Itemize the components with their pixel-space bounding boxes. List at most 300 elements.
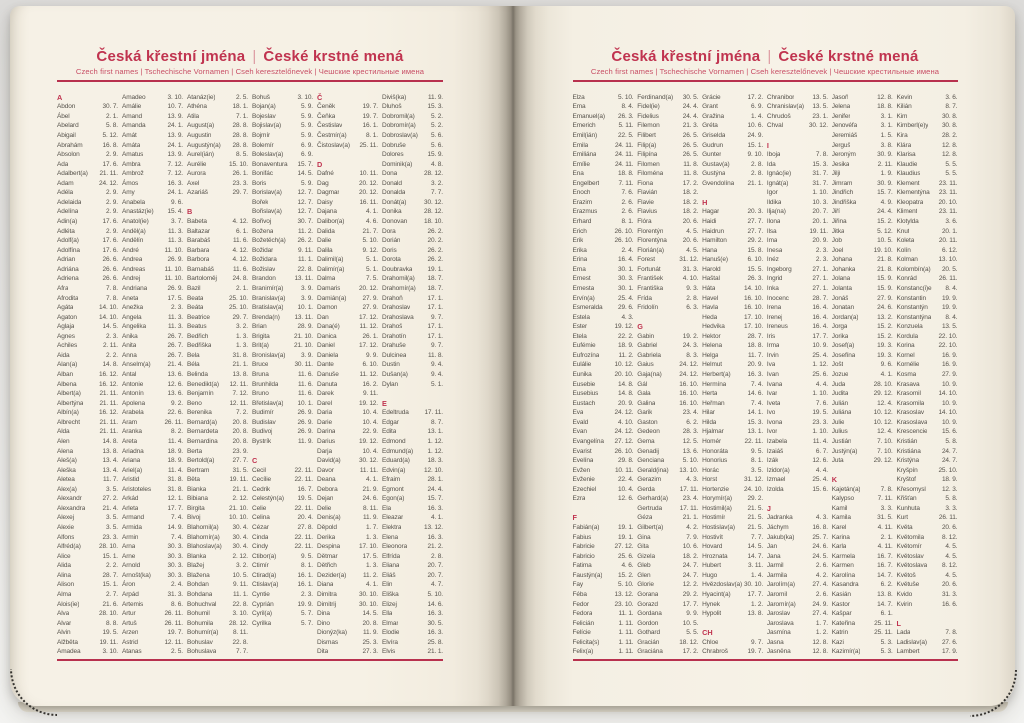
- name-entry: [187, 418, 248, 428]
- given-name: Derika: [317, 533, 336, 541]
- name-entry: [702, 466, 763, 476]
- given-name: Alan(a): [57, 361, 78, 369]
- given-name: Kristiána: [896, 447, 921, 455]
- given-name: Belinda: [187, 371, 208, 378]
- page-subtitle: Czech first names | Tschechische Vornamen | Cseh keresztelőnevek | Чешские крестильные имена: [75, 67, 425, 76]
- given-name: Arne: [122, 552, 136, 560]
- given-name: Bolemír: [252, 141, 274, 149]
- name-entry: [896, 351, 957, 361]
- name-entry: [382, 102, 443, 112]
- name-day-date: 26. 10.: [614, 447, 634, 455]
- name-entry: [187, 360, 248, 370]
- name-day-date: 20. 8.: [362, 619, 378, 627]
- name-entry: [317, 294, 378, 304]
- given-name: Aristoteles: [122, 485, 152, 493]
- name-day-date: 6. 9.: [300, 151, 313, 159]
- given-name: Féba: [572, 590, 587, 598]
- name-entry: [187, 561, 248, 571]
- given-name: Filoména: [637, 170, 664, 178]
- given-name: Darek: [317, 390, 334, 398]
- given-name: Adam: [57, 179, 74, 187]
- name-day-date: 12. 7.: [297, 189, 313, 197]
- given-name: Anika: [122, 332, 138, 340]
- name-entry: [317, 360, 378, 370]
- name-day-date: 4. 1.: [365, 208, 378, 216]
- name-day-date: 5. 9.: [300, 122, 313, 130]
- given-name: Alda: [57, 428, 70, 436]
- name-entry: [702, 227, 763, 237]
- name-day-date: 10. 1.: [297, 304, 313, 312]
- name-day-date: 30. 12.: [423, 198, 443, 206]
- name-entry: [187, 102, 248, 112]
- name-day-date: 2. 1.: [235, 284, 248, 292]
- name-entry: [317, 284, 378, 294]
- given-name: Antal: [122, 371, 137, 378]
- name-entry: [252, 332, 313, 342]
- name-day-date: 15. 7.: [427, 495, 443, 503]
- name-day-date: 24. 7.: [941, 447, 958, 455]
- given-name: Bohumila: [187, 619, 214, 627]
- name-day-date: 15. 2.: [877, 332, 893, 340]
- name-day-date: 26. 3.: [617, 112, 634, 120]
- given-name: Čestmír(a): [317, 131, 347, 139]
- name-day-date: 25. 6.: [812, 371, 828, 378]
- name-day-date: 13. 11.: [294, 313, 313, 321]
- given-name: Gizela: [637, 552, 656, 560]
- name-entry: [382, 121, 443, 131]
- name-day-date: 16. 12.: [98, 380, 118, 388]
- name-day-date: 5. 6.: [430, 141, 443, 149]
- name-entry: [767, 341, 828, 351]
- given-name: Adléta: [57, 227, 75, 235]
- name-day-date: 8. 7.: [430, 418, 443, 426]
- given-name: Kim: [896, 112, 908, 120]
- given-name: Kimberl(e)y: [896, 122, 929, 130]
- name-entry: [767, 294, 828, 304]
- name-entry: [187, 236, 248, 246]
- name-day-date: 7. 8.: [105, 294, 118, 302]
- name-entry: [252, 360, 313, 370]
- given-name: Iris: [766, 332, 776, 340]
- given-name: Benedikt(a): [187, 380, 219, 388]
- name-entry: [896, 150, 957, 160]
- given-name: Areta: [122, 437, 137, 445]
- name-entry: [832, 93, 893, 103]
- name-day-date: 16. 3.: [427, 533, 443, 541]
- given-name: Heda: [702, 313, 718, 321]
- name-day-date: 17. 5.: [167, 294, 183, 302]
- name-entry: [767, 600, 828, 610]
- name-entry: [317, 475, 378, 485]
- name-entry: [317, 504, 378, 514]
- name-day-date: 22. 10.: [938, 332, 958, 340]
- name-entry: [573, 475, 634, 485]
- name-entry: [187, 255, 248, 265]
- name-entry: [187, 150, 248, 160]
- given-name: Chranislav(a): [766, 103, 804, 111]
- name-day-date: 10. 4.: [362, 409, 378, 417]
- name-day-date: 18. 9.: [941, 476, 958, 484]
- name-entry: [122, 408, 183, 418]
- given-name: Běta: [187, 476, 200, 484]
- name-entry: [832, 341, 893, 351]
- given-name: Barnabáš: [187, 265, 214, 273]
- given-name: Koleta: [896, 237, 915, 245]
- name-day-date: 29. 7.: [232, 189, 248, 197]
- name-entry: [317, 188, 378, 198]
- given-name: Horymír(a): [702, 495, 732, 503]
- name-entry: [637, 418, 698, 428]
- name-entry: [702, 160, 763, 170]
- name-entry: [252, 188, 313, 198]
- given-name: Irvin: [766, 351, 779, 359]
- name-entry: [767, 638, 828, 648]
- name-entry: [317, 427, 378, 437]
- given-name: Áron: [122, 581, 136, 589]
- name-entry: [57, 399, 118, 409]
- given-name: Chranibor: [766, 93, 795, 101]
- name-entry: [702, 647, 763, 657]
- name-day-date: 5. 5.: [945, 160, 958, 168]
- given-name: Eusebie: [572, 380, 596, 388]
- given-name: Gerhard(a): [637, 495, 668, 503]
- name-day-date: 16. 4.: [812, 313, 828, 321]
- name-day-date: 13. 1.: [747, 428, 764, 436]
- given-name: Filemon: [637, 122, 660, 130]
- name-entry: [317, 408, 378, 418]
- given-name: Anita: [122, 342, 137, 350]
- name-entry: [57, 322, 118, 332]
- given-name: Květa: [896, 524, 913, 531]
- name-day-date: 28. 1.: [427, 476, 443, 484]
- name-day-date: 3. 2.: [235, 323, 248, 331]
- name-day-date: 22. 11.: [294, 504, 313, 512]
- given-name: Eva: [572, 409, 584, 417]
- given-name: Frída: [637, 294, 652, 302]
- given-name: Dominik(a): [382, 160, 413, 168]
- given-name: Karolína: [831, 571, 855, 579]
- name-day-date: 31. 7.: [812, 170, 828, 178]
- name-day-date: 24. 11.: [614, 141, 634, 149]
- name-day-date: 19. 12.: [614, 323, 634, 331]
- name-day-date: 28. 7.: [102, 571, 118, 579]
- given-name: Hektor: [702, 332, 721, 340]
- name-entry: [317, 131, 378, 141]
- name-entry: [832, 552, 893, 562]
- name-entry: [317, 303, 378, 313]
- name-entry: [637, 609, 698, 619]
- name-day-date: 10. 11.: [359, 170, 378, 178]
- right-page: [513, 6, 1016, 706]
- given-name: Helmut: [702, 361, 722, 369]
- given-name: Arnošt(ka): [122, 571, 151, 579]
- name-day-date: 17. 6.: [102, 237, 118, 245]
- name-entry: [252, 150, 313, 160]
- section-spacer: [767, 131, 828, 141]
- given-name: Budislav: [252, 418, 276, 426]
- name-entry: [896, 418, 957, 428]
- name-entry: [896, 341, 957, 351]
- name-day-date: 27. 9.: [877, 294, 893, 302]
- name-day-date: 26. 6.: [102, 275, 118, 283]
- given-name: Darius: [317, 437, 336, 445]
- name-day-date: 14. 5.: [362, 610, 378, 618]
- name-day-date: 6. 9.: [751, 103, 764, 111]
- name-day-date: 3. 9.: [300, 284, 313, 292]
- given-name: Horác: [702, 466, 719, 474]
- name-entry: [702, 399, 763, 409]
- given-name: Donald: [382, 179, 402, 187]
- given-name: Ivor: [766, 428, 778, 436]
- name-day-date: 2. 8.: [751, 160, 764, 168]
- name-day-date: 3. 5.: [105, 524, 118, 531]
- name-day-date: 11. 8.: [683, 160, 699, 168]
- name-day-date: 7. 7.: [235, 648, 248, 656]
- given-name: Felix(a): [572, 648, 594, 656]
- names-column: [637, 93, 698, 657]
- name-entry: [702, 542, 763, 552]
- name-day-date: 5. 8.: [945, 437, 958, 445]
- name-entry: [57, 112, 118, 122]
- name-entry: [57, 236, 118, 246]
- given-name: Fabricio: [572, 552, 595, 560]
- name-day-date: 17. 6.: [102, 246, 118, 254]
- section-letter: E: [382, 398, 387, 408]
- given-name: Gerda: [637, 485, 655, 493]
- name-entry: [317, 561, 378, 571]
- name-day-date: 28. 8.: [232, 131, 248, 139]
- name-day-date: 20. 2.: [427, 237, 443, 245]
- given-name: Konstantýna: [896, 313, 932, 321]
- name-entry: [122, 437, 183, 447]
- given-name: Gerald(ina): [637, 466, 669, 474]
- name-day-date: 2. 9.: [105, 151, 118, 159]
- name-day-date: 29. 6.: [617, 304, 634, 312]
- name-day-date: 3. 3.: [880, 504, 893, 512]
- name-day-date: 4. 6.: [621, 562, 634, 570]
- name-entry: [832, 561, 893, 571]
- name-entry: [832, 619, 893, 629]
- given-name: Jaromil: [766, 590, 787, 598]
- name-day-date: 7. 8.: [815, 151, 828, 159]
- name-day-date: 2. 6.: [621, 208, 634, 216]
- given-name: Florentýna: [637, 237, 667, 245]
- name-entry: [573, 217, 634, 227]
- name-day-date: 9. 5.: [300, 552, 313, 560]
- name-day-date: 14. 7.: [877, 571, 893, 579]
- given-name: Alois(ie): [57, 600, 80, 608]
- given-name: Afra: [57, 284, 69, 292]
- given-name: Alva: [57, 610, 70, 618]
- name-entry: [767, 447, 828, 457]
- given-name: Josef(a): [831, 342, 855, 350]
- name-day-date: 3. 10.: [167, 93, 183, 101]
- name-day-date: 20. 10.: [614, 371, 634, 378]
- given-name: Kolín: [896, 246, 911, 254]
- name-day-date: 23. 11.: [938, 189, 958, 197]
- name-entry: [317, 322, 378, 332]
- name-entry: [187, 609, 248, 619]
- name-day-date: 9. 7.: [751, 638, 764, 646]
- given-name: Květoslav: [896, 552, 924, 560]
- name-entry: [122, 255, 183, 265]
- section-spacer: [767, 494, 828, 504]
- given-name: Edeltruda: [382, 409, 409, 417]
- name-day-date: 5. 9.: [300, 131, 313, 139]
- name-day-date: 29. 2.: [682, 590, 699, 598]
- name-day-date: 15. 1.: [102, 581, 118, 589]
- name-day-date: 10. 4.: [362, 418, 378, 426]
- name-day-date: 11. 12.: [359, 371, 378, 378]
- name-day-date: 4. 4.: [815, 380, 828, 388]
- name-day-date: 4. 12.: [232, 246, 248, 254]
- name-day-date: 13. 4.: [102, 466, 118, 474]
- name-day-date: 21. 5.: [747, 524, 764, 531]
- name-day-date: 11. 2.: [618, 351, 634, 359]
- name-entry: [57, 150, 118, 160]
- given-name: Alfréd(a): [57, 543, 81, 551]
- name-day-date: 14. 1.: [747, 409, 764, 417]
- right-page-content: [573, 6, 958, 661]
- given-name: Bohdana: [187, 590, 213, 598]
- given-name: Alison: [57, 581, 74, 589]
- name-entry: [767, 198, 828, 208]
- given-name: Božidar: [252, 246, 274, 254]
- given-name: Dimitra: [317, 590, 337, 598]
- name-entry: [702, 552, 763, 562]
- name-entry: [252, 217, 313, 227]
- name-entry: [187, 303, 248, 313]
- given-name: Evarist: [572, 447, 592, 455]
- name-day-date: 18. 3.: [427, 457, 443, 465]
- name-entry: [832, 494, 893, 504]
- name-day-date: 26. 5.: [682, 131, 699, 139]
- name-day-date: 22. 11.: [294, 533, 313, 541]
- name-day-date: 1. 11.: [618, 619, 634, 627]
- name-entry: [702, 523, 763, 533]
- name-entry: [896, 265, 957, 275]
- given-name: Elza: [572, 93, 585, 101]
- name-day-date: 9. 11.: [362, 390, 378, 398]
- name-day-date: 24. 4.: [877, 208, 893, 216]
- name-entry: [317, 217, 378, 227]
- given-name: Bianka: [187, 485, 207, 493]
- name-entry: [187, 179, 248, 189]
- given-name: Felície: [572, 629, 591, 637]
- given-name: Aurélie: [187, 160, 207, 168]
- given-name: Anabela: [122, 198, 146, 206]
- name-day-date: 2. 3.: [815, 256, 828, 264]
- name-entry: [187, 131, 248, 141]
- name-day-date: 24. 12.: [614, 409, 634, 417]
- given-name: Arpád: [122, 590, 139, 598]
- name-entry: [702, 447, 763, 457]
- name-day-date: 14. 10.: [744, 284, 764, 292]
- given-name: Jasna: [766, 638, 784, 646]
- name-day-date: 17. 1.: [427, 332, 443, 340]
- given-name: Korina: [896, 342, 915, 350]
- given-name: Dorián: [382, 237, 401, 245]
- name-entry: [832, 141, 893, 151]
- given-name: Ivona: [766, 418, 783, 426]
- name-entry: [832, 332, 893, 342]
- given-name: Bela: [187, 351, 200, 359]
- name-day-date: 14. 5.: [102, 323, 118, 331]
- name-entry: [122, 284, 183, 294]
- name-day-date: 17. 6.: [102, 160, 118, 168]
- given-name: Danuta: [317, 380, 338, 388]
- name-day-date: 30. 3.: [167, 562, 183, 570]
- given-name: Ervín(a): [572, 294, 595, 302]
- name-day-date: 31. 3.: [941, 590, 958, 598]
- name-day-date: 2. 11.: [102, 342, 118, 350]
- name-entry: [767, 370, 828, 380]
- given-name: Florián(a): [637, 246, 664, 254]
- name-day-date: 20. 5.: [941, 265, 958, 273]
- name-entry: [252, 418, 313, 428]
- given-name: Diana: [317, 581, 334, 589]
- section-letter: L: [896, 618, 901, 628]
- name-day-date: 15. 8.: [747, 246, 764, 254]
- name-day-date: 19. 1.: [617, 533, 634, 541]
- name-day-date: 18. 9.: [167, 447, 183, 455]
- name-day-date: 11. 4.: [812, 437, 828, 445]
- given-name: Anatol(ie): [122, 218, 149, 225]
- name-entry: [382, 179, 443, 189]
- name-day-date: 11. 6.: [232, 265, 248, 273]
- names-column: [187, 93, 248, 657]
- name-entry: [637, 131, 698, 141]
- name-entry: [637, 494, 698, 504]
- given-name: Izaiáš: [766, 447, 784, 455]
- name-day-date: 7. 4.: [751, 380, 764, 388]
- name-entry: [317, 647, 378, 657]
- name-entry: [896, 552, 957, 562]
- name-day-date: 25. 4.: [812, 351, 828, 359]
- name-entry: [832, 523, 893, 533]
- given-name: Bibiana: [187, 495, 208, 503]
- name-day-date: 30. 9.: [877, 179, 893, 187]
- name-entry: [832, 313, 893, 323]
- name-entry: [832, 370, 893, 380]
- names-column: [57, 93, 118, 657]
- name-day-date: 13. 8.: [877, 590, 893, 598]
- name-entry: [382, 322, 443, 332]
- name-day-date: 1. 4.: [751, 112, 764, 120]
- name-entry: [702, 600, 763, 610]
- name-day-date: 13. 4.: [102, 457, 118, 465]
- given-name: Hovard: [702, 543, 723, 551]
- given-name: Blahomír(a): [187, 533, 220, 541]
- name-day-date: 2. 6.: [621, 198, 634, 206]
- title-slovak: České krstné mená: [778, 48, 919, 65]
- given-name: Davor: [317, 466, 334, 474]
- given-name: Evženie: [572, 476, 595, 484]
- given-name: Arabela: [122, 409, 144, 417]
- name-day-date: 4. 11.: [877, 543, 893, 551]
- name-entry: [896, 360, 957, 370]
- given-name: Božena: [252, 227, 274, 235]
- given-name: Ela: [382, 504, 392, 512]
- given-name: Hedvika: [702, 323, 725, 331]
- name-day-date: 2. 6.: [815, 590, 828, 598]
- given-name: Eustach: [572, 399, 596, 407]
- name-day-date: 14. 5.: [747, 543, 764, 551]
- name-day-date: 15. 6.: [812, 485, 828, 493]
- given-name: Ezechiel: [572, 485, 597, 493]
- name-entry: [767, 313, 828, 323]
- given-name: Darina: [317, 428, 336, 436]
